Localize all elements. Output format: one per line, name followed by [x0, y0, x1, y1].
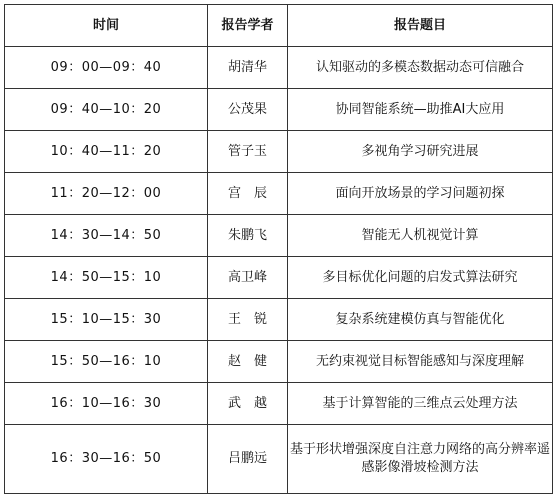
- header-row: [5, 5, 553, 47]
- topic-cell: 协同智能系统—助推AI大应用: [288, 89, 553, 131]
- topic-cell: 面向开放场景的学习问题初探: [288, 173, 553, 215]
- speaker-cell: 武 越: [208, 383, 288, 425]
- table-row: [5, 131, 553, 173]
- table-row: [5, 383, 553, 425]
- topic-cell: 基于形状增强深度自注意力网络的高分辨率遥感影像滑坡检测方法: [288, 425, 553, 494]
- time-cell: 15：10—15：30: [5, 299, 208, 341]
- table-row: [5, 341, 553, 383]
- table-row: [5, 173, 553, 215]
- time-cell: 16：30—16：50: [5, 425, 208, 494]
- time-cell: 11：20—12：00: [5, 173, 208, 215]
- speaker-cell: 王 锐: [208, 299, 288, 341]
- time-cell: 15：50—16：10: [5, 341, 208, 383]
- header-topic: 报告题目: [288, 5, 553, 47]
- speaker-cell: 公茂果: [208, 89, 288, 131]
- speaker-cell: 胡清华: [208, 47, 288, 89]
- speaker-cell: 朱鹏飞: [208, 215, 288, 257]
- topic-cell: 智能无人机视觉计算: [288, 215, 553, 257]
- topic-cell: 复杂系统建模仿真与智能优化: [288, 299, 553, 341]
- topic-cell: 多视角学习研究进展: [288, 131, 553, 173]
- table-row: [5, 257, 553, 299]
- time-cell: 14：30—14：50: [5, 215, 208, 257]
- header-time: 时间: [5, 5, 208, 47]
- time-cell: 14：50—15：10: [5, 257, 208, 299]
- table-row: [5, 425, 553, 494]
- topic-cell: 基于计算智能的三维点云处理方法: [288, 383, 553, 425]
- topic-cell: 多目标优化问题的启发式算法研究: [288, 257, 553, 299]
- topic-cell: 无约束视觉目标智能感知与深度理解: [288, 341, 553, 383]
- table-row: [5, 215, 553, 257]
- time-cell: 09：40—10：20: [5, 89, 208, 131]
- table-row: [5, 299, 553, 341]
- speaker-cell: 管子玉: [208, 131, 288, 173]
- time-cell: 09：00—09：40: [5, 47, 208, 89]
- speaker-cell: 吕鹏远: [208, 425, 288, 494]
- speaker-cell: 高卫峰: [208, 257, 288, 299]
- table-row: [5, 89, 553, 131]
- schedule-table: [4, 4, 553, 494]
- time-cell: 10：40—11：20: [5, 131, 208, 173]
- speaker-cell: 赵 健: [208, 341, 288, 383]
- time-cell: 16：10—16：30: [5, 383, 208, 425]
- speaker-cell: 宫 辰: [208, 173, 288, 215]
- table-row: [5, 47, 553, 89]
- topic-cell: 认知驱动的多模态数据动态可信融合: [288, 47, 553, 89]
- header-speaker: 报告学者: [208, 5, 288, 47]
